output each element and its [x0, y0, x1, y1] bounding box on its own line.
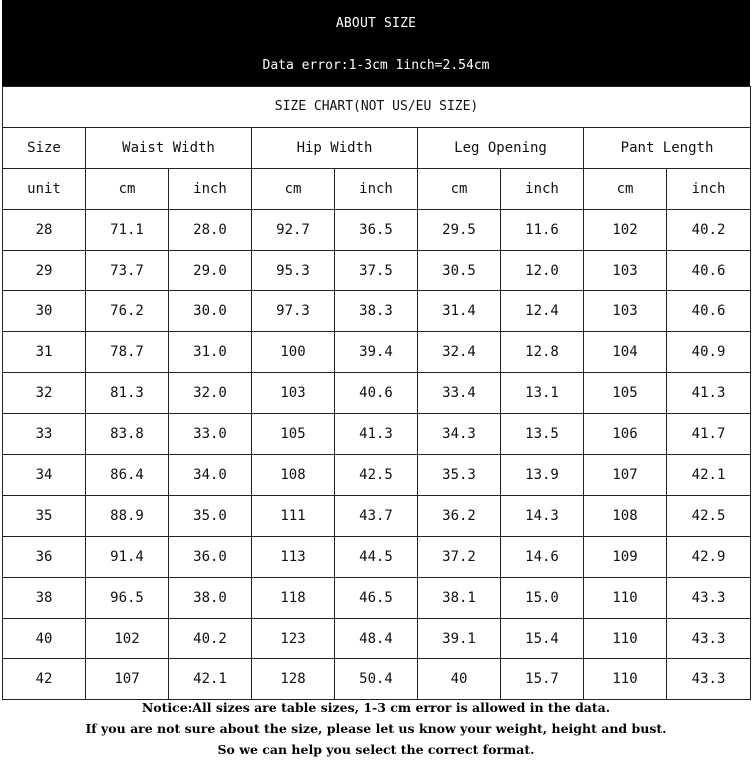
value-cell: 13.5: [501, 414, 584, 455]
size-column-header: Size: [3, 127, 86, 168]
value-cell: 97.3: [252, 291, 335, 332]
value-cell: 78.7: [86, 332, 169, 373]
value-cell: 15.4: [501, 618, 584, 659]
value-cell: 36.2: [418, 495, 501, 536]
value-cell: 44.5: [335, 536, 418, 577]
table-row: [3, 414, 751, 455]
value-cell: 81.3: [86, 373, 169, 414]
value-cell: 40.6: [335, 373, 418, 414]
value-cell: 31.0: [169, 332, 252, 373]
table-row: [3, 209, 751, 250]
value-cell: 109: [584, 536, 667, 577]
value-cell: 11.6: [501, 209, 584, 250]
value-cell: 32.0: [169, 373, 252, 414]
value-cell: 100: [252, 332, 335, 373]
value-cell: 40.6: [667, 291, 751, 332]
value-cell: 15.0: [501, 577, 584, 618]
value-cell: 40.6: [667, 250, 751, 291]
value-cell: 105: [252, 414, 335, 455]
value-cell: 105: [584, 373, 667, 414]
size-cell: 42: [3, 659, 86, 700]
value-cell: 108: [584, 495, 667, 536]
group-header-pant-length: Pant Length: [584, 127, 751, 168]
table-row: [3, 250, 751, 291]
unit-cell: inch: [335, 168, 418, 209]
value-cell: 43.7: [335, 495, 418, 536]
value-cell: 33.0: [169, 414, 252, 455]
table-row: [3, 332, 751, 373]
value-cell: 83.8: [86, 414, 169, 455]
size-cell: 35: [3, 495, 86, 536]
value-cell: 32.4: [418, 332, 501, 373]
value-cell: 43.3: [667, 618, 751, 659]
value-cell: 40.9: [667, 332, 751, 373]
value-cell: 73.7: [86, 250, 169, 291]
unit-cell: cm: [86, 168, 169, 209]
value-cell: 29.5: [418, 209, 501, 250]
value-cell: 110: [584, 659, 667, 700]
table-row: [3, 495, 751, 536]
value-cell: 48.4: [335, 618, 418, 659]
size-cell: 29: [3, 250, 86, 291]
value-cell: 92.7: [252, 209, 335, 250]
value-cell: 41.3: [667, 373, 751, 414]
value-cell: 42.5: [335, 455, 418, 496]
value-cell: 30.0: [169, 291, 252, 332]
value-cell: 36.5: [335, 209, 418, 250]
size-cell: 33: [3, 414, 86, 455]
value-cell: 39.1: [418, 618, 501, 659]
value-cell: 30.5: [418, 250, 501, 291]
table-row: [3, 373, 751, 414]
value-cell: 41.3: [335, 414, 418, 455]
value-cell: 50.4: [335, 659, 418, 700]
size-chart-table: [2, 86, 751, 700]
size-cell: 36: [3, 536, 86, 577]
value-cell: 110: [584, 618, 667, 659]
value-cell: 28.0: [169, 209, 252, 250]
value-cell: 14.6: [501, 536, 584, 577]
notice-line-1: Notice:All sizes are table sizes, 1-3 cm error is allowed in the data.: [141, 700, 611, 715]
value-cell: 104: [584, 332, 667, 373]
value-cell: 111: [252, 495, 335, 536]
value-cell: 102: [584, 209, 667, 250]
value-cell: 76.2: [86, 291, 169, 332]
unit-cell: cm: [584, 168, 667, 209]
value-cell: 108: [252, 455, 335, 496]
value-cell: 34.3: [418, 414, 501, 455]
value-cell: 107: [86, 659, 169, 700]
value-cell: 35.0: [169, 495, 252, 536]
value-cell: 29.0: [169, 250, 252, 291]
unit-cell: inch: [667, 168, 751, 209]
value-cell: 42.9: [667, 536, 751, 577]
size-cell: 30: [3, 291, 86, 332]
size-cell: 34: [3, 455, 86, 496]
value-cell: 123: [252, 618, 335, 659]
unit-cell: inch: [501, 168, 584, 209]
value-cell: 91.4: [86, 536, 169, 577]
value-cell: 43.3: [667, 659, 751, 700]
unit-cell: inch: [169, 168, 252, 209]
value-cell: 38.1: [418, 577, 501, 618]
value-cell: 71.1: [86, 209, 169, 250]
value-cell: 12.0: [501, 250, 584, 291]
value-cell: 103: [252, 373, 335, 414]
value-cell: 38.3: [335, 291, 418, 332]
value-cell: 128: [252, 659, 335, 700]
value-cell: 34.0: [169, 455, 252, 496]
unit-cell: cm: [252, 168, 335, 209]
value-cell: 118: [252, 577, 335, 618]
value-cell: 37.2: [418, 536, 501, 577]
value-cell: 42.1: [667, 455, 751, 496]
value-cell: 33.4: [418, 373, 501, 414]
header-title: ABOUT SIZE: [335, 16, 417, 31]
value-cell: 13.9: [501, 455, 584, 496]
value-cell: 107: [584, 455, 667, 496]
value-cell: 103: [584, 291, 667, 332]
value-cell: 42.5: [667, 495, 751, 536]
size-cell: 28: [3, 209, 86, 250]
size-cell: 40: [3, 618, 86, 659]
header-banner: [2, 0, 750, 86]
value-cell: 46.5: [335, 577, 418, 618]
unit-cell: cm: [418, 168, 501, 209]
group-header-waist: Waist Width: [86, 127, 252, 168]
value-cell: 36.0: [169, 536, 252, 577]
table-row: [3, 455, 751, 496]
value-cell: 43.3: [667, 577, 751, 618]
value-cell: 13.1: [501, 373, 584, 414]
value-cell: 14.3: [501, 495, 584, 536]
value-cell: 95.3: [252, 250, 335, 291]
value-cell: 38.0: [169, 577, 252, 618]
value-cell: 110: [584, 577, 667, 618]
value-cell: 12.8: [501, 332, 584, 373]
group-header-leg-opening: Leg Opening: [418, 127, 584, 168]
value-cell: 88.9: [86, 495, 169, 536]
size-cell: 31: [3, 332, 86, 373]
header-subtitle: Data error:1-3cm 1inch=2.54cm: [262, 58, 490, 73]
table-row: [3, 618, 751, 659]
value-cell: 40: [418, 659, 501, 700]
value-cell: 102: [86, 618, 169, 659]
value-cell: 39.4: [335, 332, 418, 373]
value-cell: 40.2: [667, 209, 751, 250]
value-cell: 15.7: [501, 659, 584, 700]
size-cell: 38: [3, 577, 86, 618]
group-header-hip: Hip Width: [252, 127, 418, 168]
value-cell: 86.4: [86, 455, 169, 496]
value-cell: 96.5: [86, 577, 169, 618]
size-chart-title: SIZE CHART(NOT US/EU SIZE): [3, 87, 751, 128]
value-cell: 41.7: [667, 414, 751, 455]
notice-line-3: So we can help you select the correct format.: [217, 742, 535, 757]
unit-label: unit: [3, 168, 86, 209]
value-cell: 106: [584, 414, 667, 455]
value-cell: 31.4: [418, 291, 501, 332]
value-cell: 113: [252, 536, 335, 577]
value-cell: 35.3: [418, 455, 501, 496]
value-cell: 40.2: [169, 618, 252, 659]
value-cell: 103: [584, 250, 667, 291]
value-cell: 42.1: [169, 659, 252, 700]
value-cell: 12.4: [501, 291, 584, 332]
table-row: [3, 659, 751, 700]
value-cell: 37.5: [335, 250, 418, 291]
table-row: [3, 577, 751, 618]
table-row: [3, 291, 751, 332]
size-cell: 32: [3, 373, 86, 414]
table-row: [3, 536, 751, 577]
notice-line-2: If you are not sure about the size, please let us know your weight, height and bust.: [85, 721, 667, 736]
